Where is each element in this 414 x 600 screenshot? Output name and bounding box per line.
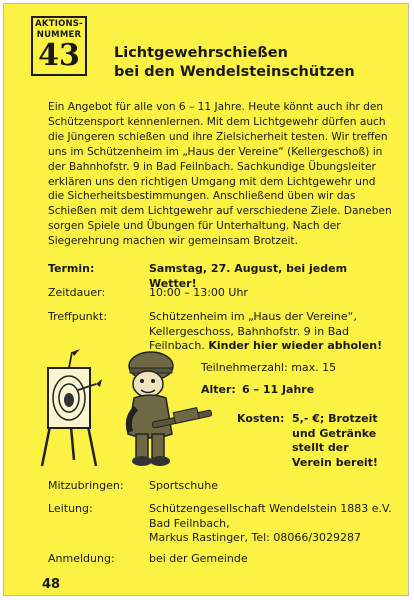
mitbringen-label: Mitzubringen: bbox=[48, 479, 124, 492]
treffpunkt-line1: Schützenheim im „Haus der Vereine“, bbox=[149, 310, 357, 323]
target-board-icon bbox=[42, 349, 102, 466]
title-line1: Lichtgewehrschießen bbox=[114, 45, 288, 61]
kosten-line4: Verein bereit! bbox=[292, 455, 378, 469]
badge-label-line1: AKTIONS- bbox=[35, 19, 83, 29]
page-title bbox=[114, 44, 394, 82]
alter-label: Alter: bbox=[201, 383, 236, 396]
treffpunkt-label: Treffpunkt: bbox=[48, 310, 108, 323]
brochure-page bbox=[3, 3, 409, 596]
kosten-line1: 5,- €; Brotzeit bbox=[292, 412, 378, 425]
termin-value: Samstag, 27. August, bei jedem Wetter! bbox=[149, 262, 348, 290]
badge-number: 43 bbox=[38, 38, 80, 73]
kosten-label: Kosten: bbox=[237, 412, 285, 425]
termin-label: Termin: bbox=[48, 262, 95, 275]
soldier-icon bbox=[128, 352, 212, 466]
anmeldung-label: Anmeldung: bbox=[48, 552, 115, 565]
pickup-note: Kinder hier wieder abholen! bbox=[208, 339, 383, 352]
title-line2: bei den Wendelsteinschützen bbox=[114, 64, 355, 80]
intro-text: Ein Angebot für alle von 6 – 11 Jahre. Heute könnt auch ihr den Schützensport kennenlernen. Mit dem Lichtgewehr dürfen auch die Jüngeren schießen und ihre Zielsicherheit testen. Wir treffen uns im Schützenheim im „Haus der Vereine“ (Kellergeschoß) in der Bahnhofstr. 9 in Bad Feilnbach. Sachkundige Übungsleiter erklären uns den richtigen Umgang mit dem Lichtgewehr und die Sicherheitsbestimmungen. Anschließend üben wir das Schießen mit dem Lichtgewehr auf verschiedene Ziele. Daneben sorgen Spiele und Übungen für Unterhaltung. Nach der Siegerehrung machen wir gemeinsam Brotzeit. bbox=[48, 101, 392, 248]
alter-value: 6 – 11 Jahre bbox=[242, 383, 315, 396]
zeitdauer-value: 10:00 – 13:00 Uhr bbox=[149, 286, 248, 299]
anmeldung-value: bei der Gemeinde bbox=[149, 552, 248, 565]
treffpunkt-place: Feilnbach. bbox=[149, 339, 205, 352]
kosten-line2: und Getränke bbox=[292, 426, 377, 440]
badge-label-line2: NUMMER bbox=[36, 30, 82, 40]
participant-limit: Teilnehmerzahl: max. 15 bbox=[201, 361, 337, 374]
action-number-badge bbox=[31, 16, 87, 76]
mitbringen-value: Sportschuhe bbox=[149, 479, 218, 492]
leitung-line3: Markus Rastinger, Tel: 08066/3029287 bbox=[149, 531, 362, 544]
leitung-label: Leitung: bbox=[48, 502, 93, 515]
page-number: 48 bbox=[42, 577, 61, 592]
kosten-line3: stellt der bbox=[292, 441, 349, 454]
zeitdauer-label: Zeitdauer: bbox=[48, 286, 106, 299]
leitung-line1: Schützengesellschaft Wendelstein 1883 e.V. bbox=[149, 502, 392, 515]
leitung-line2: Bad Feilnbach, bbox=[149, 516, 230, 530]
target-and-soldier-illustration bbox=[26, 346, 226, 476]
treffpunkt-line2: Kellergeschoss, Bahnhofstr. 9 in Bad bbox=[149, 324, 349, 338]
